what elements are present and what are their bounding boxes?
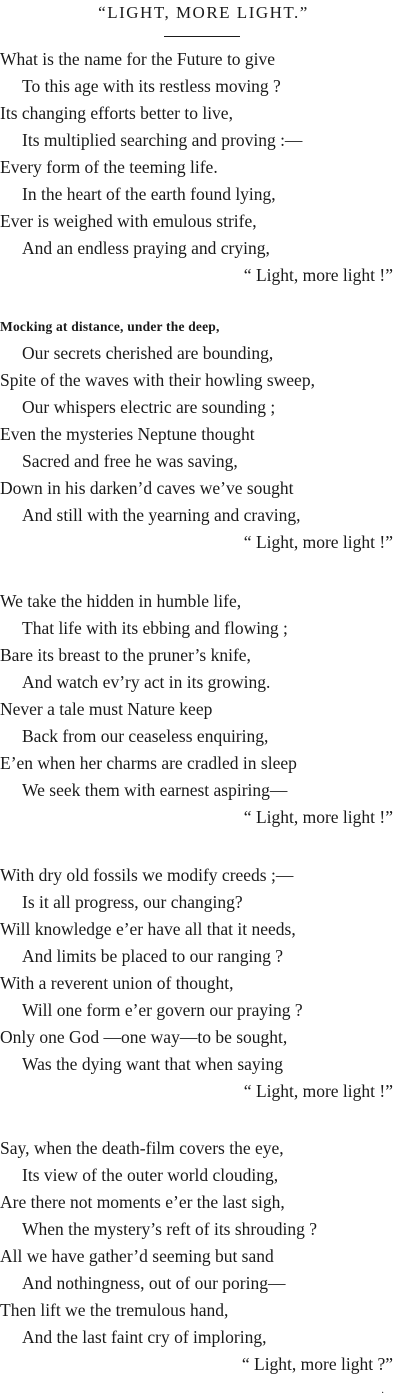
poem-line: To this age with its restless moving ? [22,76,281,96]
poem-line: And watch ev’ry act in its growing. [22,672,271,692]
poem-line: E’en when her charms are cradled in sleep [0,753,297,773]
poem-line: And nothingness, out of our poring— [22,1273,286,1293]
poem-line: Its multiplied searching and proving :— [22,130,303,150]
poem-line: Every form of the teeming life. [0,157,218,177]
poem-line: Then lift we the tremulous hand, [0,1300,229,1320]
refrain-line: “ Light, more light !” [243,807,393,827]
stanza-2 [0,313,407,556]
poem-line: Its changing efforts better to live, [0,103,233,123]
refrain-line: “ Light, more light !” [243,532,393,552]
poem-line: And limits be placed to our ranging ? [22,946,283,966]
poem-line: With a reverent union of thought, [0,973,234,993]
poem-line: When the mystery’s reft of its shrouding ? [22,1219,318,1239]
poem-line: Are there not moments e’er the last sigh, [0,1192,285,1212]
print-speck: · [381,1388,385,1399]
poem-line: Only one God —one way—to be sought, [0,1027,288,1047]
poem-line: Spite of the waves with their howling sweep, [0,370,315,390]
poem-line: Is it all progress, our changing? [22,892,243,912]
refrain-line: “ Light, more light !” [243,265,393,285]
poem-line: In the heart of the earth found lying, [22,184,276,204]
poem-line: We take the hidden in humble life, [0,591,242,611]
poem-line: And an endless praying and crying, [22,238,270,258]
poem-line: All we have gather’d seeming but sand [0,1246,274,1266]
poem-line: What is the name for the Future to give [0,49,276,69]
stanza-5 [0,1135,407,1378]
poem-title: “LIGHT, MORE LIGHT.” [98,3,309,22]
poem-line: With dry old fossils we modify creeds ;— [0,865,294,885]
poem-line: Ever is weighed with emulous strife, [0,211,257,231]
poem-line: Down in his darken’d caves we’ve sought [0,478,294,498]
stanza-1 [0,46,407,289]
poem-line: We seek them with earnest aspiring— [22,780,288,800]
poem-line: And the last faint cry of imploring, [22,1327,267,1347]
poem-line: Mocking at distance, under the deep, [0,319,220,334]
poem-line: Our secrets cherished are bounding, [22,343,274,363]
poem-line: And still with the yearning and craving, [22,505,301,525]
poem-line: Never a tale must Nature keep [0,699,213,719]
poem-line: Will one form e’er govern our praying ? [22,1000,303,1020]
poem-line: Say, when the death-film covers the eye, [0,1138,284,1158]
poem-line: Will knowledge e’er have all that it needs, [0,919,296,939]
poem-line: Was the dying want that when saying [22,1054,284,1074]
title-divider [164,36,240,37]
poem-line: Even the mysteries Neptune thought [0,424,255,444]
poem-line: Its view of the outer world clouding, [22,1165,279,1185]
poem-line: Bare its breast to the pruner’s knife, [0,645,251,665]
poem-line: Back from our ceaseless enquiring, [22,726,269,746]
poem-line: Sacred and free he was saving, [22,451,238,471]
refrain-line: “ Light, more light ?” [241,1354,393,1374]
poem-line: That life with its ebbing and flowing ; [22,618,288,638]
refrain-line: “ Light, more light !” [243,1081,393,1101]
stanza-3 [0,588,407,831]
stanza-4 [0,862,407,1105]
poem-line: Our whispers electric are sounding ; [22,397,276,417]
